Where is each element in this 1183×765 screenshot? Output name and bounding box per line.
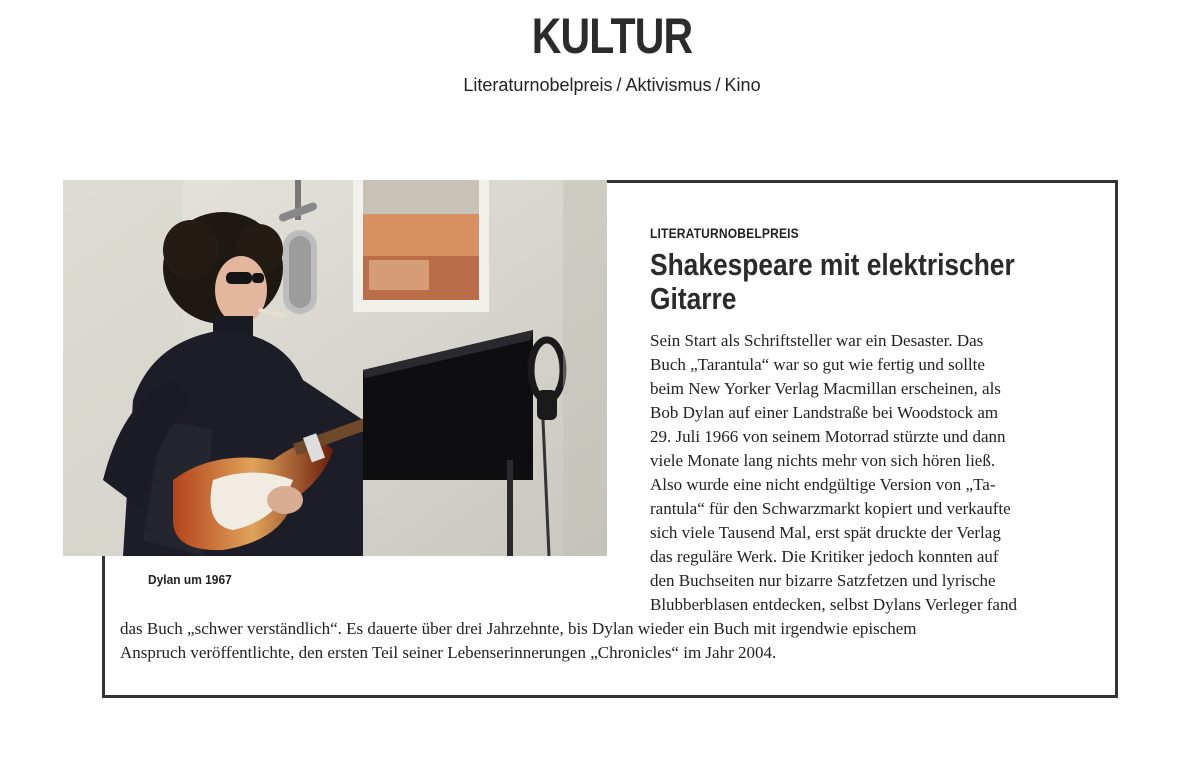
section-subnav <box>0 74 1183 96</box>
body-line: beim New Yorker Verlag Macmillan erscheinen, als <box>650 379 1001 398</box>
body-line: 29. Juli 1966 von seinem Motorrad stürzte und dann <box>650 427 1006 446</box>
article-kicker: LITERATURNOBELPREIS <box>650 225 799 241</box>
subnav-link-aktivismus[interactable]: Aktivismus <box>625 75 712 95</box>
section-title: KULTUR <box>531 8 693 64</box>
subnav-link-kino[interactable]: Kino <box>724 75 761 95</box>
body-line: Buch „Tarantula“ war so gut wie fertig und sollte <box>650 355 985 374</box>
body-line: sich viele Tausend Mal, erst spät druckte der Verlag <box>650 523 1001 542</box>
body-line: viele Monate lang nichts mehr von sich hören ließ. <box>650 451 996 470</box>
body-line: das Buch „schwer verständlich“. Es dauerte über drei Jahrzehnte, bis Dylan wieder ein Buch mit irgendwie epischem <box>120 619 917 638</box>
image-caption: Dylan um 1967 <box>148 572 232 587</box>
subnav-separator: / <box>715 75 721 95</box>
body-line: rantula“ für den Schwarzmarkt kopiert und verkaufte <box>650 499 1011 518</box>
body-line: den Buchseiten nur bizarre Satzfetzen und lyrische <box>650 571 996 590</box>
subnav-separator: / <box>616 75 622 95</box>
body-line: Also wurde eine nicht endgültige Version von „Ta- <box>650 475 996 494</box>
photo-illustration <box>63 180 607 556</box>
body-line: Sein Start als Schriftsteller war ein Desaster. Das <box>650 331 984 350</box>
body-line: Blubberblasen entdecken, selbst Dylans Verleger fand <box>650 595 1017 614</box>
article-headline[interactable]: Shakespeare mit elektrischer Gitarre <box>650 247 1015 316</box>
body-line: Anspruch veröffentlichte, den ersten Teil seiner Lebenserinnerungen „Chronicles“ im Jahr 2004. <box>120 643 777 662</box>
subnav-link-literaturnobelpreis[interactable]: Literaturnobelpreis <box>463 75 613 95</box>
body-line: das reguläre Werk. Die Kritiker jedoch konnten auf <box>650 547 999 566</box>
body-line: Bob Dylan auf einer Landstraße bei Woodstock am <box>650 403 999 422</box>
article-photo[interactable] <box>63 180 607 556</box>
